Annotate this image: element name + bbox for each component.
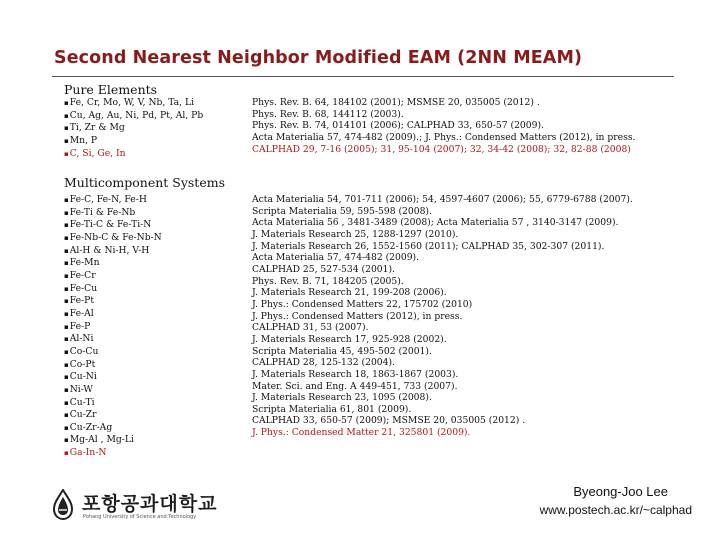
multicomponent-heading: Multicomponent Systems <box>64 175 225 190</box>
multi-reference: Mater. Sci. and Eng. A 449-451, 733 (2007). <box>252 380 458 392</box>
multi-reference: J. Materials Research 23, 1095 (2008). <box>252 392 432 404</box>
multi-reference: J. Materials Research 21, 199-208 (2006). <box>252 287 447 299</box>
pure-references-list <box>252 97 635 155</box>
multi-reference: Acta Materialia 57, 474-482 (2009). <box>252 252 420 264</box>
pure-reference: Phys. Rev. B. 64, 184102 (2001); MSMSE 20, 035005 (2012) . <box>252 97 540 108</box>
logo-english-text: Pohang University of Science and Technology <box>83 514 197 520</box>
pure-reference: Acta Materialia 57, 474-482 (2009).; J. Phys.: Condensed Matters (2012), in press. <box>252 131 636 143</box>
multi-element-item: ▪ Al-H & Ni-H, V-H <box>64 245 162 258</box>
slide-title: Second Nearest Neighbor Modified EAM (2NN MEAM) <box>54 48 583 68</box>
pure-elements-list <box>64 97 203 160</box>
multi-reference: J. Materials Research 26, 1552-1560 (2011); CALPHAD 35, 302-307 (2011). <box>252 240 605 252</box>
multi-reference: J. Phys.: Condensed Matters (2012), in press. <box>252 310 463 322</box>
multi-element-item: ▪ Fe-P <box>64 321 162 334</box>
pure-reference: CALPHAD 29, 7-16 (2005); 31, 95-104 (2007); 32, 34-42 (2008); 32, 82-88 (2008) <box>252 143 631 155</box>
pure-element-item: ▪ Ti, Zr & Mg <box>64 122 203 135</box>
multi-element-item: ▪ Fe-Pt <box>64 295 162 308</box>
multi-reference: CALPHAD 25, 527-534 (2001). <box>252 263 395 275</box>
postech-emblem-icon <box>48 489 78 521</box>
multi-reference: J. Materials Research 18, 1863-1867 (2003). <box>252 368 459 380</box>
multicomponent-references-list <box>252 194 633 439</box>
multi-element-item: ▪ Cu-Ni <box>64 371 162 384</box>
multi-reference: CALPHAD 31, 53 (2007). <box>252 322 369 334</box>
multi-element-item: ▪ Cu-Zr <box>64 409 162 422</box>
multi-element-item: ▪ Fe-Ti & Fe-Nb <box>64 207 162 220</box>
multi-reference: J. Materials Research 17, 925-928 (2002). <box>252 333 447 345</box>
multi-reference: CALPHAD 33, 650-57 (2009); MSMSE 20, 035005 (2012) . <box>252 415 526 427</box>
pure-reference: Phys. Rev. B. 74, 014101 (2006); CALPHAD 33, 650-57 (2009). <box>252 120 544 132</box>
multicomponent-elements-list <box>64 194 162 460</box>
pure-element-item: ▪ Cu, Ag, Au, Ni, Pd, Pt, Al, Pb <box>64 110 203 123</box>
multi-element-item: ▪ Fe-Nb-C & Fe-Nb-N <box>64 232 162 245</box>
multi-element-item: ▪ Co-Pt <box>64 359 162 372</box>
pure-elements-heading: Pure Elements <box>64 82 158 97</box>
multi-element-item: ▪ Fe-Al <box>64 308 162 321</box>
multi-element-item: ▪ Fe-Ti-C & Fe-Ti-N <box>64 219 162 232</box>
multi-reference: Acta Materialia 54, 701-711 (2006); 54, 4597-4607 (2006); 55, 6779-6788 (2007). <box>252 194 633 205</box>
multi-element-item: ▪ Ni-W <box>64 384 162 397</box>
multi-reference: Scripta Materialia 61, 801 (2009). <box>252 403 412 415</box>
multi-reference: Scripta Materialia 59, 595-598 (2008). <box>252 205 432 217</box>
pure-reference: Phys. Rev. B. 68, 144112 (2003). <box>252 108 404 120</box>
multi-reference: J. Phys.: Condensed Matter 21, 325801 (2009). <box>252 427 471 439</box>
multi-reference: J. Materials Research 25, 1288-1297 (2010). <box>252 228 459 240</box>
multi-reference: Phys. Rev. B. 71, 184205 (2005). <box>252 275 404 287</box>
multi-element-item: ▪ Co-Cu <box>64 346 162 359</box>
pure-element-item: ▪ C, Si, Ge, In <box>64 148 203 161</box>
multi-reference: CALPHAD 28, 125-132 (2004). <box>252 357 395 369</box>
multi-element-item: ▪ Fe-Mn <box>64 257 162 270</box>
multi-reference: J. Phys.: Condensed Matters 22, 175702 (2010) <box>252 298 473 310</box>
multi-element-item: ▪ Mg-Al , Mg-Li <box>64 434 162 447</box>
logo-korean-text: 포항공과대학교 <box>82 493 218 515</box>
multi-reference: Acta Materialia 56 , 3481-3489 (2008); Acta Materialia 57 , 3140-3147 (2009). <box>252 217 619 229</box>
multi-reference: Scripta Materialia 45, 495-502 (2001). <box>252 345 432 357</box>
multi-element-item: ▪ Fe-Cu <box>64 283 162 296</box>
multi-element-item: ▪ Cu-Zr-Ag <box>64 422 162 435</box>
pure-element-item: ▪ Mn, P <box>64 135 203 148</box>
author-name: Byeong-Joo Lee <box>573 484 668 499</box>
multi-element-item: ▪ Fe-Cr <box>64 270 162 283</box>
multi-element-item: ▪ Ga-In-N <box>64 447 162 460</box>
website-url: www.postech.ac.kr/~calphad <box>539 503 692 517</box>
postech-logo <box>48 488 228 524</box>
multi-element-item: ▪ Fe-C, Fe-N, Fe-H <box>64 194 162 207</box>
multi-element-item: ▪ Al-Ni <box>64 333 162 346</box>
title-divider <box>52 76 674 77</box>
pure-element-item: ▪ Fe, Cr, Mo, W, V, Nb, Ta, Li <box>64 97 203 110</box>
multi-element-item: ▪ Cu-Ti <box>64 397 162 410</box>
